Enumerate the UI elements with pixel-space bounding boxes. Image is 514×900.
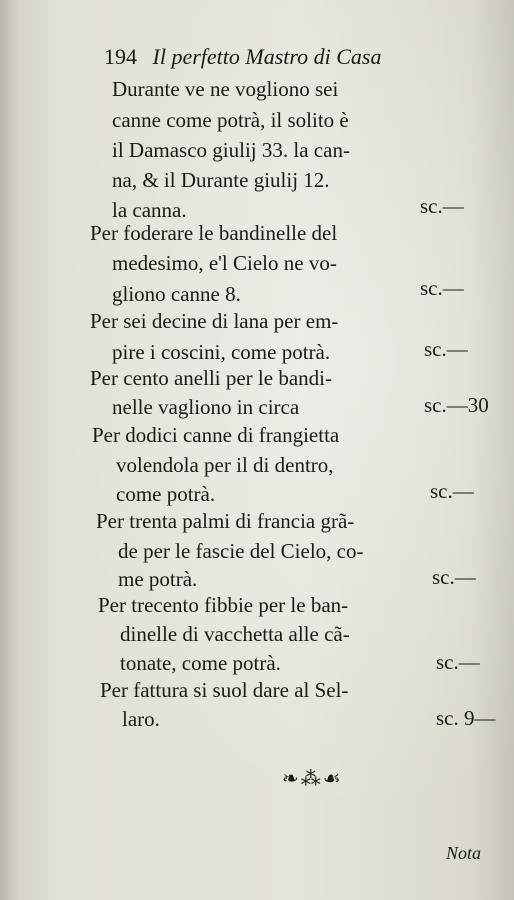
text-line: dinelle di vacchetta alle cã- [120, 622, 350, 646]
text-line: Per sei decine di lana per em- [90, 309, 339, 333]
running-header [104, 44, 381, 70]
text-line: la canna. [112, 198, 187, 222]
text-line: Durante ve ne vogliono sei [112, 77, 339, 101]
price-entry: sc.— [432, 565, 476, 589]
text-line: pire i coscini, come potrà. [112, 340, 331, 364]
text-line: come potrà. [116, 482, 216, 506]
text-line: nelle vagliono in circa [112, 395, 300, 419]
text-line: Per trecento fibbie per le ban- [98, 593, 349, 617]
text-line: Per foderare le bandinelle del [90, 221, 338, 245]
text-line: canne come potrà, il solito è [112, 108, 349, 132]
price-entry: sc.— [420, 194, 464, 218]
text-line: tonate, come potrà. [120, 651, 281, 675]
text-line: Per trenta palmi di francia grã- [96, 509, 355, 533]
text-line: de per le fascie del Cielo, co- [118, 539, 364, 563]
price-entry: sc.—30 [424, 393, 489, 417]
text-line: volendola per il di dentro, [116, 453, 334, 477]
text-line: medesimo, e'l Cielo ne vo- [112, 251, 337, 275]
catchword: Nota [446, 843, 482, 863]
text-line: na, & il Durante giulij 12. [112, 168, 330, 192]
price-entry: sc.— [430, 479, 474, 503]
price-entry: sc.— [420, 276, 464, 300]
price-entry: sc. 9— [436, 706, 496, 730]
text-line: laro. [122, 707, 160, 731]
text-line: Per dodici canne di frangietta [92, 423, 340, 447]
price-entry: sc.— [436, 650, 480, 674]
price-entry: sc.— [424, 337, 468, 361]
page-number: 194 [104, 44, 137, 69]
text-line: Per fattura si suol dare al Sel- [100, 678, 349, 702]
text-line: me potrà. [118, 567, 198, 591]
fleuron-ornament: ❧⁂☙ [282, 768, 343, 790]
running-title: Il perfetto Mastro di Casa [152, 44, 382, 69]
text-line: il Damasco giulij 33. la can- [112, 138, 350, 162]
text-line: gliono canne 8. [112, 282, 241, 306]
text-line: Per cento anelli per le bandi- [90, 366, 332, 390]
